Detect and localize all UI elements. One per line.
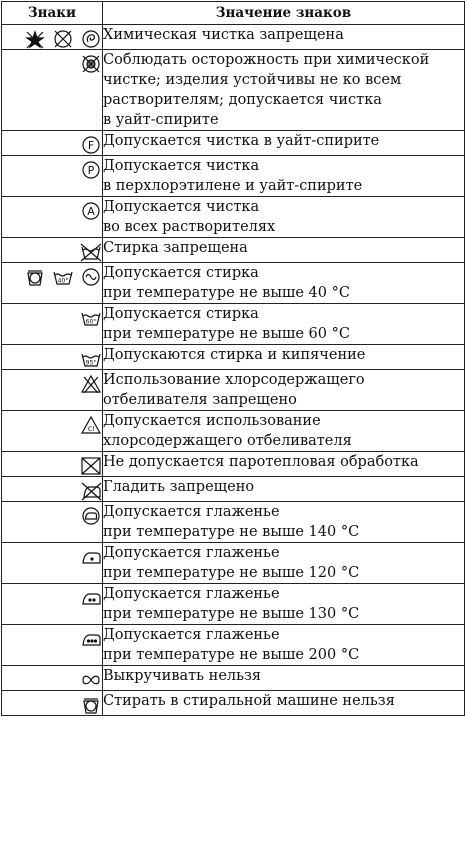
circle-swirl-icon xyxy=(80,29,102,49)
meaning-text: Допускаются стирка и кипячение xyxy=(103,347,366,363)
meaning-text: Допускается стирка xyxy=(103,306,259,322)
signs-cell xyxy=(2,477,103,502)
square-crossed-icon xyxy=(80,456,102,476)
bucket-icon xyxy=(24,267,46,287)
meaning-text: Допускается глаженье xyxy=(103,504,280,520)
bucket-icon xyxy=(80,695,102,715)
meaning-text: Допускается чистка в уайт-спирите xyxy=(103,133,380,149)
meaning-text: при температуре не выше 40 °С xyxy=(103,285,350,301)
meaning-cell xyxy=(103,477,465,502)
signs-cell xyxy=(2,452,103,477)
meaning-text: при температуре не выше 200 °С xyxy=(103,647,360,663)
circle-iron-icon xyxy=(80,506,102,526)
triangle-cl-icon xyxy=(80,415,102,435)
signs-cell xyxy=(2,25,103,50)
table-row xyxy=(2,584,465,625)
iron-1dot-icon xyxy=(80,547,102,567)
meaning-text: Стирка запрещена xyxy=(103,240,248,256)
meaning-cell xyxy=(103,263,465,304)
crossed-circle-icon xyxy=(52,29,74,49)
circle-f-icon xyxy=(80,135,102,155)
meaning-text: Гладить запрещено xyxy=(103,479,255,495)
table-row xyxy=(2,131,465,156)
table-row xyxy=(2,263,465,304)
table-row xyxy=(2,477,465,502)
meaning-text: при температуре не выше 130 °С xyxy=(103,606,360,622)
meaning-cell xyxy=(103,666,465,691)
meaning-cell xyxy=(103,25,465,50)
meaning-cell xyxy=(103,345,465,370)
meaning-cell xyxy=(103,452,465,477)
meaning-text: в перхлорэтилене и уайт-спирите xyxy=(103,178,363,194)
signs-cell xyxy=(2,156,103,197)
table-row xyxy=(2,50,465,131)
circle-p-icon xyxy=(80,160,102,180)
signs-cell xyxy=(2,197,103,238)
signs-cell xyxy=(2,370,103,411)
meaning-cell xyxy=(103,370,465,411)
meaning-text: Соблюдать осторожность при химической xyxy=(103,52,430,68)
table-row xyxy=(2,156,465,197)
wash-tub-95-icon xyxy=(80,349,102,369)
table-row xyxy=(2,452,465,477)
meaning-text: во всех растворителях xyxy=(103,219,276,235)
meaning-text: Допускается использование xyxy=(103,413,321,429)
table-row xyxy=(2,345,465,370)
signs-cell xyxy=(2,625,103,666)
meaning-text: отбеливателя запрещено xyxy=(103,392,297,408)
signs-cell xyxy=(2,238,103,263)
table-row xyxy=(2,625,465,666)
svg-text:60°: 60° xyxy=(85,318,97,326)
signs-cell xyxy=(2,502,103,543)
signs-cell xyxy=(2,543,103,584)
table-row xyxy=(2,370,465,411)
wash-tub-crossed-icon xyxy=(80,242,102,262)
iron-3dot-icon xyxy=(80,629,102,649)
signs-cell xyxy=(2,131,103,156)
signs-cell xyxy=(2,345,103,370)
iron-crossed-icon xyxy=(80,481,102,501)
meaning-cell xyxy=(103,502,465,543)
signs-cell xyxy=(2,666,103,691)
circle-a-icon xyxy=(80,201,102,221)
signs-cell xyxy=(2,584,103,625)
table-row xyxy=(2,691,465,716)
meaning-cell xyxy=(103,131,465,156)
meaning-text: Допускается глаженье xyxy=(103,586,280,602)
table-row xyxy=(2,25,465,50)
wash-tub-40-icon xyxy=(52,267,74,287)
meaning-text: при температуре не выше 140 °С xyxy=(103,524,360,540)
header-signs: Знаки xyxy=(2,2,103,25)
svg-text:P: P xyxy=(87,164,95,177)
meaning-cell xyxy=(103,197,465,238)
meaning-text: Выкручивать нельзя xyxy=(103,668,262,684)
meaning-text: Допускается глаженье xyxy=(103,545,280,561)
meaning-text: Допускается чистка xyxy=(103,158,260,174)
triangle-crossed-icon xyxy=(80,374,102,394)
meaning-cell xyxy=(103,691,465,716)
table-header-row xyxy=(2,2,465,25)
meaning-text: Стирать в стиральной машине нельзя xyxy=(103,693,395,709)
svg-text:A: A xyxy=(87,205,95,218)
header-meaning: Значение знаков xyxy=(103,2,465,25)
table-row xyxy=(2,411,465,452)
wash-tub-60-icon xyxy=(80,308,102,328)
svg-text:Cl: Cl xyxy=(87,425,95,433)
meaning-cell xyxy=(103,543,465,584)
svg-text:95°: 95° xyxy=(85,359,97,367)
table-row xyxy=(2,543,465,584)
table-row xyxy=(2,502,465,543)
meaning-text: чистке; изделия устойчивы не ко всем xyxy=(103,72,402,88)
signs-cell xyxy=(2,411,103,452)
twist-icon xyxy=(80,670,102,690)
meaning-text: в уайт-спирите xyxy=(103,112,219,128)
signs-cell xyxy=(2,263,103,304)
meaning-cell xyxy=(103,304,465,345)
meaning-text: Использование хлорсодержащего xyxy=(103,372,365,388)
circle-tilde-icon xyxy=(80,267,102,287)
meaning-cell xyxy=(103,156,465,197)
signs-cell xyxy=(2,304,103,345)
meaning-cell xyxy=(103,584,465,625)
crossed-circle-fill-icon xyxy=(80,54,102,74)
table-row xyxy=(2,238,465,263)
iron-2dot-icon xyxy=(80,588,102,608)
meaning-cell xyxy=(103,238,465,263)
svg-text:F: F xyxy=(87,139,95,152)
svg-text:40°: 40° xyxy=(57,277,69,285)
meaning-text: растворителям; допускается чистка xyxy=(103,92,382,108)
table-row xyxy=(2,666,465,691)
meaning-text: хлорсодержащего отбеливателя xyxy=(103,433,352,449)
table-row xyxy=(2,304,465,345)
meaning-cell xyxy=(103,411,465,452)
table-row xyxy=(2,197,465,238)
signs-cell xyxy=(2,691,103,716)
meaning-text: при температуре не выше 60 °С xyxy=(103,326,350,342)
care-symbols-table xyxy=(1,1,465,716)
meaning-cell xyxy=(103,50,465,131)
meaning-text: Допускается стирка xyxy=(103,265,259,281)
meaning-text: Химическая чистка запрещена xyxy=(103,27,344,43)
meaning-text: при температуре не выше 120 °С xyxy=(103,565,360,581)
meaning-text: Допускается глаженье xyxy=(103,627,280,643)
meaning-text: Допускается чистка xyxy=(103,199,260,215)
star-crossed-icon xyxy=(24,29,46,49)
meaning-cell xyxy=(103,625,465,666)
meaning-text: Не допускается паротепловая обработка xyxy=(103,454,419,470)
signs-cell xyxy=(2,50,103,131)
